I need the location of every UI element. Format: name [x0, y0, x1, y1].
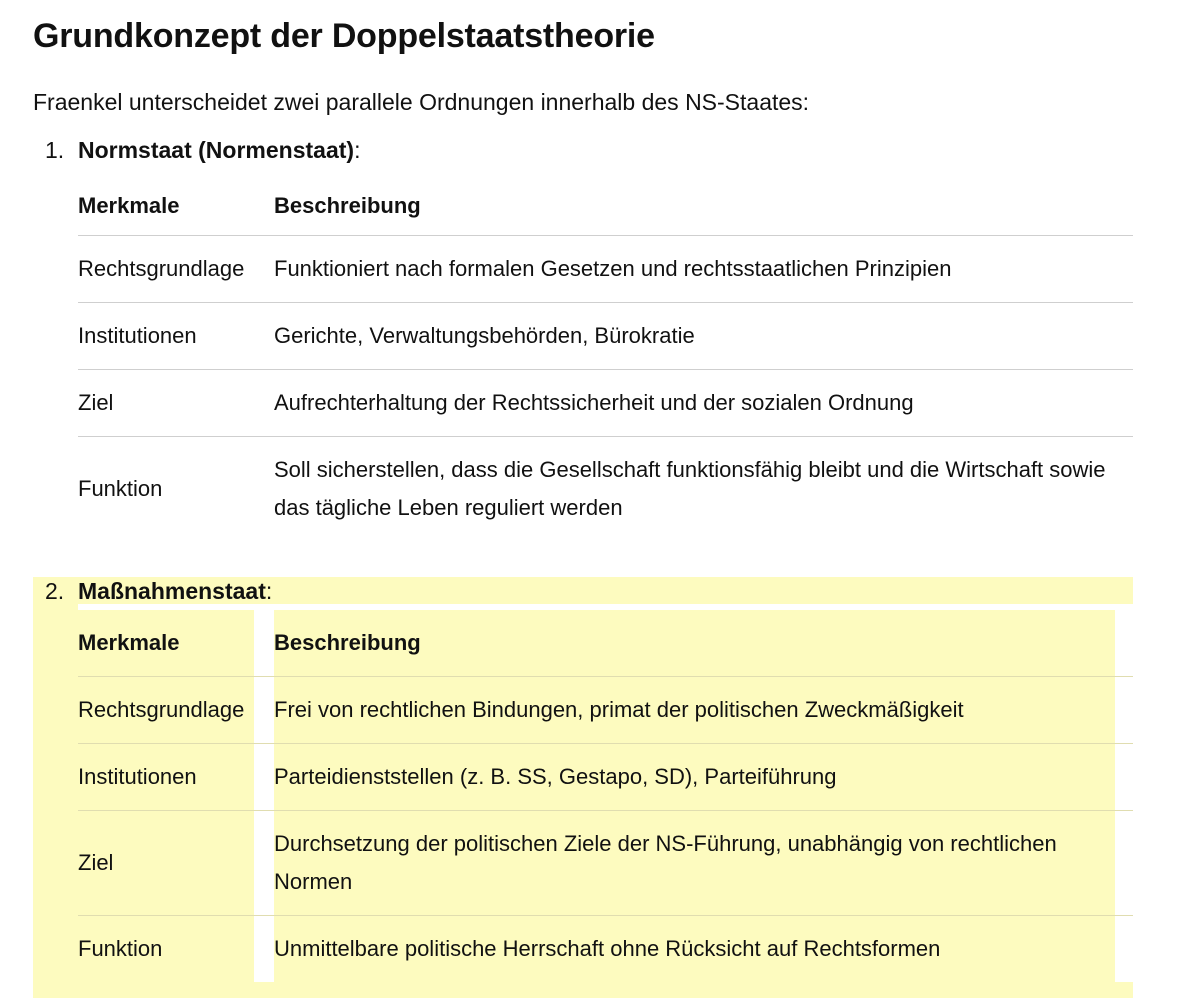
row-key: Funktion: [78, 476, 163, 501]
row-key: Funktion: [78, 916, 254, 982]
table-row: [78, 743, 1133, 810]
row-key: Institutionen: [78, 323, 197, 348]
section-1-colon: :: [354, 137, 361, 163]
row-value: Aufrechterhaltung der Rechtssicherheit und der sozialen Ordnung: [274, 390, 914, 415]
highlight-left-band: [33, 577, 78, 998]
row-key: Rechtsgrundlage: [78, 256, 245, 281]
header-merkmale: Merkmale: [78, 610, 254, 676]
normstaat-table: [78, 176, 1133, 541]
table-row: [78, 810, 1133, 915]
row-key: Institutionen: [78, 744, 254, 810]
table-row: [78, 369, 1133, 436]
row-value: Parteidienststellen (z. B. SS, Gestapo, SD), Parteiführung: [274, 744, 1115, 810]
row-value: Durchsetzung der politischen Ziele der NS-Führung, unabhängig von rechtlichen Normen: [274, 811, 1115, 915]
row-value: Funktioniert nach formalen Gesetzen und rechtsstaatlichen Prinzipien: [274, 256, 952, 281]
section-1-title: Normstaat (Normenstaat): [78, 137, 355, 163]
section-2-colon: :: [265, 578, 273, 604]
table-row: [78, 676, 1133, 743]
row-value: Unmittelbare politische Herrschaft ohne Rücksicht auf Rechtsformen: [274, 916, 1115, 982]
row-value: Frei von rechtlichen Bindungen, primat der politischen Zweckmäßigkeit: [274, 677, 1115, 743]
table-header-row: [78, 610, 1133, 676]
table-row: [78, 235, 1133, 302]
page-title: Grundkonzept der Doppelstaatstheorie: [33, 17, 655, 55]
header-beschreibung: Beschreibung: [274, 610, 1115, 676]
intro-paragraph: Fraenkel unterscheidet zwei parallele Ordnungen innerhalb des NS-Staates:: [33, 89, 810, 115]
table-header-row: [78, 176, 1133, 235]
massnahmenstaat-table: [78, 610, 1133, 982]
header-merkmale: Merkmale: [78, 192, 180, 218]
section-2-number: 2.: [45, 578, 65, 604]
table-row: [78, 302, 1133, 369]
row-value: Soll sicherstellen, dass die Gesellschaft funktionsfähig bleibt und die Wirtschaft sowie das tägliche Leben reguliert werden: [274, 457, 1106, 520]
row-key: Ziel: [78, 811, 254, 915]
table-row: [78, 915, 1133, 982]
row-value: Gerichte, Verwaltungsbehörden, Bürokratie: [274, 323, 695, 348]
section-2-title: Maßnahmenstaat: [78, 578, 266, 604]
header-beschreibung: Beschreibung: [274, 192, 421, 218]
row-key: Rechtsgrundlage: [78, 677, 254, 743]
row-key: Ziel: [78, 390, 114, 415]
section-1-number: 1.: [45, 137, 65, 163]
table-row: [78, 436, 1133, 541]
